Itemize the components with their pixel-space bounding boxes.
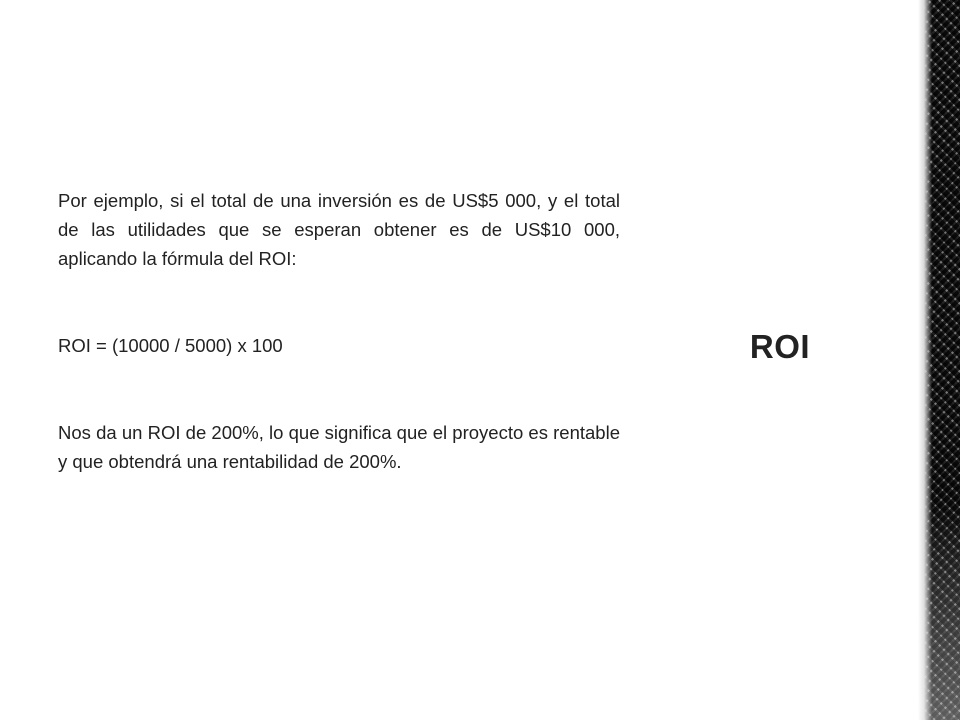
slide-body [58, 186, 620, 476]
slide-title: ROI [749, 328, 811, 365]
roi-formula: ROI = (10000 / 5000) x 100 [58, 335, 283, 356]
decorative-border-fade [918, 0, 960, 720]
example-paragraph: Por ejemplo, si el total de una inversión es de US$5 000, y el total de las utilidades que se esperan obtener es de US$10 000, aplicando la fórmula del ROI: [58, 190, 620, 269]
result-paragraph: Nos da un ROI de 200%, lo que significa que el proyecto es rentable y que obtendrá una rentabilidad de 200%. [58, 422, 620, 472]
